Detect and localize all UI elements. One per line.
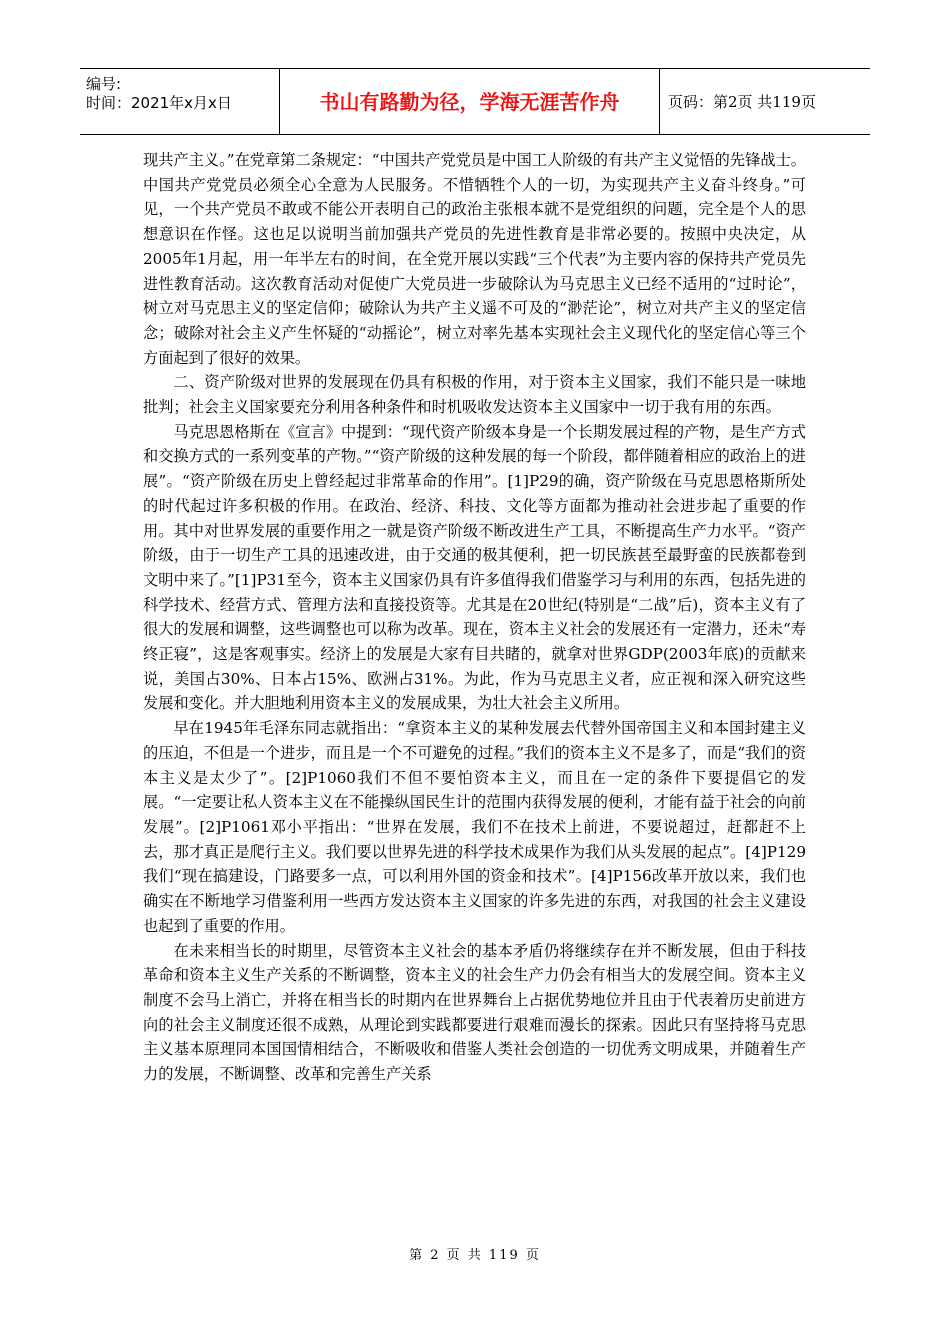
document-body (143, 148, 806, 1087)
paragraph-1: 现共产主义。”在党章第二条规定：“中国共产党党员是中国工人阶级的有共产主义觉悟的先锋战士。中国共产党党员必须全心全意为人民服务。不惜牺牲个人的一切，为实现共产主义奋斗终身。”可见，一个共产党员不敢或不能公开表明自己的政治主张根本就不是党组织的问题，完全是个人的思想意识在作怪。这也足以说明当前加强共产党员的先进性教育是非常必要的。按照中央决定，从2005年1月起，用一年半左右的时间，在全党开展以实践“三个代表”为主要内容的保持共产党员先进性教育活动。这次教育活动对促使广大党员进一步破除认为马克思主义已经不适用的“过时论”，树立对马克思主义的坚定信仰；破除认为共产主义遥不可及的“渺茫论”，树立对共产主义的坚定信念；破除对社会主义产生怀疑的“动摇论”，树立对率先基本实现社会主义现代化的坚定信心等三个方面起到了很好的效果。 (143, 151, 806, 367)
document-number-label: 编号: (86, 75, 122, 93)
page-header (80, 68, 870, 135)
header-page-info: 页码：第2页 共119页 (668, 93, 816, 111)
page-footer (0, 1248, 950, 1264)
paragraph-3: 马克思恩格斯在《宣言》中提到：“现代资产阶级本身是一个长期发展过程的产物，是生产方式和交换方式的一系列变革的产物。”“资产阶级的这种发展的每一个阶段，都伴随着相应的政治上的进展”。“资产阶级在历史上曾经起过非常革命的作用”。[1]P29的确，资产阶级在马克思恩格斯所处的时代起过许多积极的作用。在政治、经济、科技、文化等方面都为推动社会进步起了重要的作用。其中对世界发展的重要作用之一就是资产阶级不断改进生产工具，不断提高生产力水平。“资产阶级，由于一切生产工具的迅速改进，由于交通的极其便利，把一切民族甚至最野蛮的民族都卷到文明中来了。”[1]P31至今，资本主义国家仍具有许多值得我们借鉴学习与利用的东西，包括先进的科学技术、经营方式、管理方法和直接投资等。尤其是在20世纪(特别是“二战”后)，资本主义有了很大的发展和调整，这些调整也可以称为改革。现在，资本主义社会的发展还有一定潜力，还未“寿终正寝”，这是客观事实。经济上的发展是大家有目共睹的，就拿对世界GDP(2003年底)的贡献来说，美国占30%、日本占15%、欧洲占31%。为此，作为马克思主义者，应正视和深入研究这些发展和变化。并大胆地利用资本主义的发展成果，为壮大社会主义所用。 (143, 422, 806, 713)
paragraph-4: 早在1945年毛泽东同志就指出：“拿资本主义的某种发展去代替外国帝国主义和本国封建主义的压迫，不但是一个进步，而且是一个不可避免的过程。”我们的资本主义不是多了，而是“我们的资本主义是太少了”。[2]P1060我们不但不要怕资本主义，而且在一定的条件下要提倡它的发展。“一定要让私人资本主义在不能操纵国民生计的范围内获得发展的便利，才能有益于社会的向前发展”。[2]P1061邓小平指出：“世界在发展，我们不在技术上前进，不要说超过，赶都赶不上去，那才真正是爬行主义。我们要以世界先进的科学技术成果作为我们从头发展的起点”。[4]P129我们“现在搞建设，门路要多一点，可以利用外国的资金和技术”。[4]P156改革开放以来，我们也确实在不断地学习借鉴利用一些西方发达资本主义国家的许多先进的东西，对我国的社会主义建设也起到了重要的作用。 (143, 719, 806, 935)
footer-page-number: 第 2 页 共 119 页 (409, 1248, 541, 1263)
paragraph-2: 二、资产阶级对世界的发展现在仍具有积极的作用，对于资本主义国家，我们不能只是一味地批判；社会主义国家要充分利用各种条件和时机吸收发达资本主义国家中一切于我有用的东西。 (143, 373, 806, 417)
document-time-label: 时间：2021年x月x日 (86, 94, 232, 112)
header-left-cell (80, 69, 280, 134)
header-motto: 书山有路勤为径，学海无涯苦作舟 (280, 69, 660, 134)
paragraph-5: 在未来相当长的时期里，尽管资本主义社会的基本矛盾仍将继续存在并不断发展，但由于科技革命和资本主义生产关系的不断调整，资本主义的社会生产力仍会有相当大的发展空间。资本主义制度不会马上消亡，并将在相当长的时期内在世界舞台上占据优势地位并且由于代表着历史前进方向的社会主义制度还很不成熟，从理论到实践都要进行艰难而漫长的探索。因此只有坚持将马克思主义基本原理同本国国情相结合，不断吸收和借鉴人类社会创造的一切优秀文明成果，并随着生产力的发展，不断调整、改革和完善生产关系 (143, 941, 806, 1084)
